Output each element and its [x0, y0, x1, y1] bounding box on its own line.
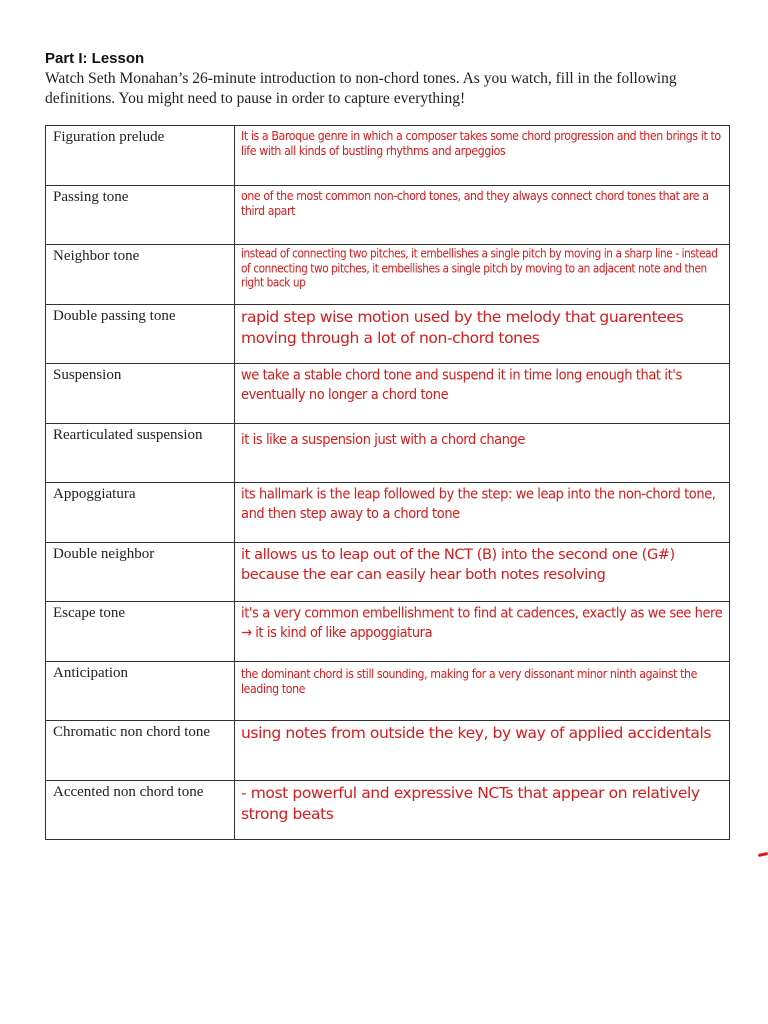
table-row	[46, 542, 730, 602]
handwritten-answer: it allows us to leap out of the NCT (B) into the second one (G#) because the ear can easily hear both notes resolving	[241, 546, 675, 583]
handwritten-answer: It is a Baroque genre in which a composer takes some chord progression and then brings it to life with all kinds of bustling rhythms and arpeggios	[241, 128, 721, 159]
answer-cell[interactable]	[235, 542, 730, 602]
handwritten-answer: using notes from outside the key, by way of applied accidentals	[241, 724, 712, 742]
table-row	[46, 602, 730, 662]
handwritten-answer: instead of connecting two pitches, it embellishes a single pitch by moving in a sharp line - instead of connecting two pitches, it embellishes a single pitch by moving to an adjacent note and then right back up	[241, 247, 718, 290]
answer-cell[interactable]	[235, 483, 730, 543]
term-cell: Double neighbor	[46, 542, 235, 602]
answer-cell[interactable]	[235, 364, 730, 424]
handwritten-answer: the dominant chord is still sounding, making for a very dissonant minor ninth against the leading tone	[241, 666, 697, 696]
handwritten-answer: we take a stable chord tone and suspend it in time long enough that it's eventually no longer a chord tone	[241, 367, 682, 404]
term-cell: Accented non chord tone	[46, 780, 235, 840]
pen-stroke-mark	[758, 852, 768, 857]
handwritten-answer: - most powerful and expressive NCTs that appear on relatively strong beats	[241, 783, 700, 823]
section-heading: Part I: Lesson	[45, 50, 145, 67]
table-row	[46, 364, 730, 424]
table-row	[46, 245, 730, 305]
term-cell: Neighbor tone	[46, 245, 235, 305]
table-row	[46, 661, 730, 721]
table-row	[46, 423, 730, 483]
term-cell: Appoggiatura	[46, 483, 235, 543]
term-cell: Chromatic non chord tone	[46, 721, 235, 781]
term-cell: Figuration prelude	[46, 126, 235, 186]
handwritten-answer: its hallmark is the leap followed by the step: we leap into the non-chord tone, and then step away to a chord tone	[241, 486, 716, 523]
instructions-paragraph: Watch Seth Monahan’s 26-minute introduction to non-chord tones. As you watch, fill in the following definitions. You might need to pause in order to capture everything!	[45, 70, 677, 107]
term-cell: Escape tone	[46, 602, 235, 662]
table-row	[46, 185, 730, 245]
handwritten-answer: one of the most common non-chord tones, and they always connect chord tones that are a third apart	[241, 187, 709, 218]
answer-cell[interactable]	[235, 602, 730, 662]
answer-cell[interactable]	[235, 423, 730, 483]
handwritten-answer: it's a very common embellishment to find at cadences, exactly as we see here → it is kind of like appoggiatura	[241, 605, 723, 642]
answer-cell[interactable]	[235, 721, 730, 781]
answer-cell[interactable]	[235, 780, 730, 840]
table-row	[46, 483, 730, 543]
handwritten-answer: rapid step wise motion used by the melody that guarentees moving through a lot of non-chord tones	[241, 307, 684, 347]
term-cell: Rearticulated suspension	[46, 423, 235, 483]
table-row	[46, 126, 730, 186]
answer-cell[interactable]	[235, 185, 730, 245]
table-row	[46, 721, 730, 781]
handwritten-answer: it is like a suspension just with a chord change	[241, 431, 526, 448]
answer-cell[interactable]	[235, 245, 730, 305]
table-row	[46, 780, 730, 840]
term-cell: Passing tone	[46, 185, 235, 245]
term-cell: Anticipation	[46, 661, 235, 721]
answer-cell[interactable]	[235, 126, 730, 186]
definitions-table	[45, 125, 730, 840]
table-row	[46, 304, 730, 364]
answer-cell[interactable]	[235, 304, 730, 364]
answer-cell[interactable]	[235, 661, 730, 721]
term-cell: Suspension	[46, 364, 235, 424]
term-cell: Double passing tone	[46, 304, 235, 364]
